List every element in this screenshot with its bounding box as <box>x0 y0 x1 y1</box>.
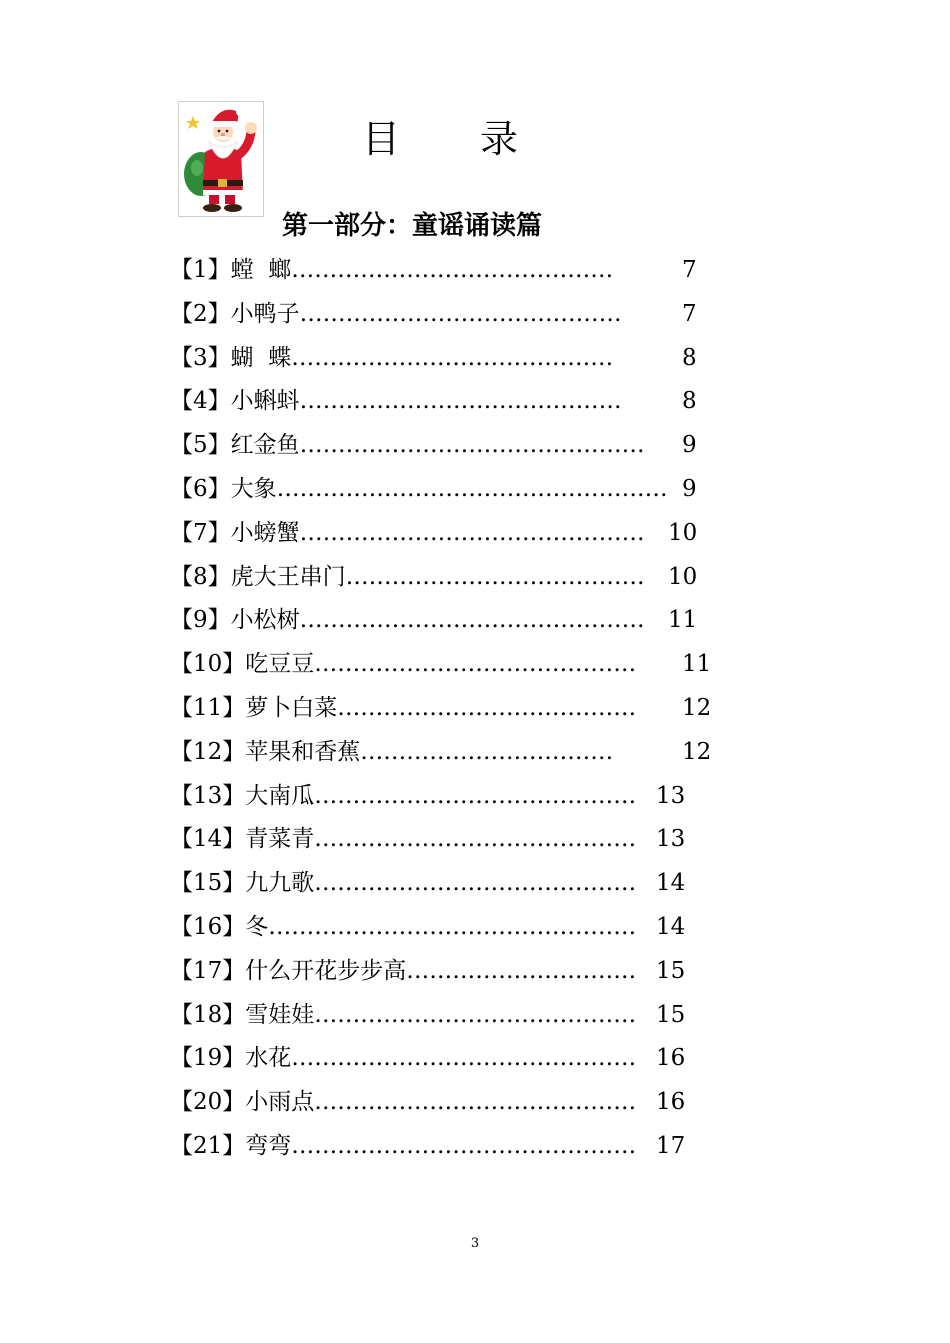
toc-entry-leader: ……………………………………… <box>291 1045 637 1072</box>
toc-entry-page: 8 <box>682 388 697 415</box>
toc-entry-page: 15 <box>656 1001 686 1028</box>
toc-entry-title: 小雨点 <box>245 1089 315 1116</box>
toc-entry-page: 10 <box>668 519 698 546</box>
toc-entry[interactable] <box>170 1038 710 1078</box>
toc-entry[interactable] <box>170 338 710 378</box>
toc-entry[interactable] <box>170 513 710 553</box>
toc-entry-title: 小蝌蚪 <box>230 388 300 415</box>
toc-entry-number: 【13】 <box>170 782 246 809</box>
toc-entry-leader: …………………………………… <box>299 300 622 327</box>
toc-entry-title: 大象 <box>230 476 277 502</box>
toc-entry-number: 【4】 <box>170 388 231 415</box>
toc-entry-title: 萝卜白菜 <box>245 695 338 721</box>
toc-entry-leader: …………………………………… <box>314 870 637 897</box>
toc-entry[interactable] <box>170 819 710 859</box>
toc-entry-title: 蝴 蝶 <box>230 344 292 371</box>
toc-entry-number: 【10】 <box>170 651 246 678</box>
toc-entry-number: 【19】 <box>170 1045 246 1072</box>
toc-entry-number: 【14】 <box>170 826 246 853</box>
toc-entry-page: 16 <box>656 1045 686 1072</box>
toc-entry-title: 小鸭子 <box>230 300 300 327</box>
toc-entry-leader: …………………………………… <box>314 651 637 678</box>
toc-entry[interactable] <box>170 425 710 465</box>
toc-entry-title: 红金鱼 <box>230 432 300 459</box>
toc-entry[interactable] <box>170 381 710 421</box>
toc-entry[interactable] <box>170 557 710 597</box>
toc-entry-leader: ……………………………………… <box>299 519 645 546</box>
toc-entry-title: 弯弯 <box>245 1133 292 1159</box>
toc-entry-page: 12 <box>682 695 712 721</box>
toc-entry-number: 【1】 <box>170 257 231 283</box>
toc-entry-title: 青菜青 <box>245 826 315 853</box>
page-number: 3 <box>470 1236 480 1251</box>
santa-illustration <box>178 101 264 217</box>
toc-entry-page: 15 <box>656 957 686 984</box>
santa-claus-icon <box>179 102 263 216</box>
toc-entry-leader: ………………………………… <box>345 563 645 590</box>
title-char-2: 录 <box>480 117 519 161</box>
toc-entry[interactable] <box>170 250 710 290</box>
toc-entry-number: 【8】 <box>170 563 231 590</box>
toc-entry[interactable] <box>170 995 710 1035</box>
toc-entry-number: 【20】 <box>170 1089 246 1116</box>
toc-entry-page: 13 <box>656 826 686 853</box>
toc-entry-leader: ………………………………… <box>337 695 637 721</box>
toc-entry[interactable] <box>170 600 710 640</box>
toc-entry-title: 雪娃娃 <box>245 1001 315 1028</box>
toc-entry-title: 冬 <box>245 914 269 940</box>
toc-entry[interactable] <box>170 907 710 947</box>
page-title <box>330 108 570 160</box>
toc-entry-number: 【6】 <box>170 476 231 502</box>
toc-entry-leader: …………………………… <box>360 738 614 765</box>
toc-entry-number: 【2】 <box>170 300 231 327</box>
toc-entry[interactable] <box>170 732 710 772</box>
toc-entry-title: 虎大王串门 <box>230 563 346 590</box>
toc-entry[interactable] <box>170 776 710 816</box>
toc-entry-page: 11 <box>668 607 698 634</box>
toc-entry-leader: …………………………………… <box>314 1001 637 1028</box>
toc-entry-page: 9 <box>682 432 697 459</box>
toc-entry-page: 16 <box>656 1089 686 1116</box>
toc-entry-leader: ……………………………………… <box>291 1133 637 1159</box>
toc-entry[interactable] <box>170 294 710 334</box>
toc-entry-number: 【18】 <box>170 1001 246 1028</box>
toc-entry-title: 小螃蟹 <box>230 519 300 546</box>
toc-entry-leader: …………………………………… <box>299 388 622 415</box>
toc-entry-page: 10 <box>668 563 698 590</box>
toc-entry-page: 7 <box>682 300 697 327</box>
toc-entry-title: 苹果和香蕉 <box>245 738 361 765</box>
toc-entry-leader: …………………………………… <box>314 782 637 809</box>
toc-entry[interactable] <box>170 1082 710 1122</box>
toc-entry-number: 【12】 <box>170 738 246 765</box>
toc-entry-number: 【9】 <box>170 607 231 634</box>
toc-entry-leader: ……………………………………… <box>299 607 645 634</box>
section-title: 第一部分：童谣诵读篇 <box>282 211 543 241</box>
toc-entry-leader: ………………………… <box>406 957 637 984</box>
toc-entry-title: 螳 螂 <box>230 257 292 283</box>
toc-entry-title: 什么开花步步高 <box>245 957 407 984</box>
toc-entry-title: 水花 <box>245 1045 292 1072</box>
toc-entry-leader: …………………………………………… <box>276 476 668 502</box>
toc-entry-page: 9 <box>682 476 697 502</box>
toc-entry-number: 【21】 <box>170 1133 246 1159</box>
toc-entry-leader: ………………………………………… <box>268 914 637 940</box>
toc-entry-number: 【17】 <box>170 957 246 984</box>
toc-entry-leader: ……………………………………… <box>299 432 645 459</box>
toc-entry-page: 14 <box>656 870 686 897</box>
toc-entry-number: 【3】 <box>170 344 231 371</box>
toc-entry-number: 【7】 <box>170 519 231 546</box>
toc-entry-leader: …………………………………… <box>314 1089 637 1116</box>
toc-entry-leader: …………………………………… <box>314 826 637 853</box>
title-char-1: 目 <box>362 117 401 161</box>
toc-entry-leader: …………………………………… <box>291 257 614 283</box>
toc-entry-leader: …………………………………… <box>291 344 614 371</box>
toc-entry-number: 【15】 <box>170 870 246 897</box>
toc-entry[interactable] <box>170 863 710 903</box>
toc-entry-page: 7 <box>682 257 697 283</box>
toc-entry[interactable] <box>170 688 710 728</box>
toc-entry[interactable] <box>170 469 710 509</box>
toc-entry-title: 小松树 <box>230 607 300 634</box>
toc-entry[interactable] <box>170 951 710 991</box>
toc-entry-title: 大南瓜 <box>245 782 315 809</box>
toc-entry-number: 【16】 <box>170 914 246 940</box>
toc-entry-page: 14 <box>656 914 686 940</box>
toc-entry-page: 13 <box>656 782 686 809</box>
toc-entry-title: 九九歌 <box>245 870 315 897</box>
toc-entry-page: 8 <box>682 344 697 371</box>
toc-entry-page: 17 <box>656 1133 686 1159</box>
toc-entry-number: 【5】 <box>170 432 231 459</box>
toc-entry-page: 11 <box>682 651 712 678</box>
toc-entry[interactable] <box>170 1126 710 1166</box>
toc-entry[interactable] <box>170 644 710 684</box>
toc-entry-page: 12 <box>682 738 712 765</box>
toc-entry-title: 吃豆豆 <box>245 651 315 678</box>
toc-entry-number: 【11】 <box>170 695 246 721</box>
